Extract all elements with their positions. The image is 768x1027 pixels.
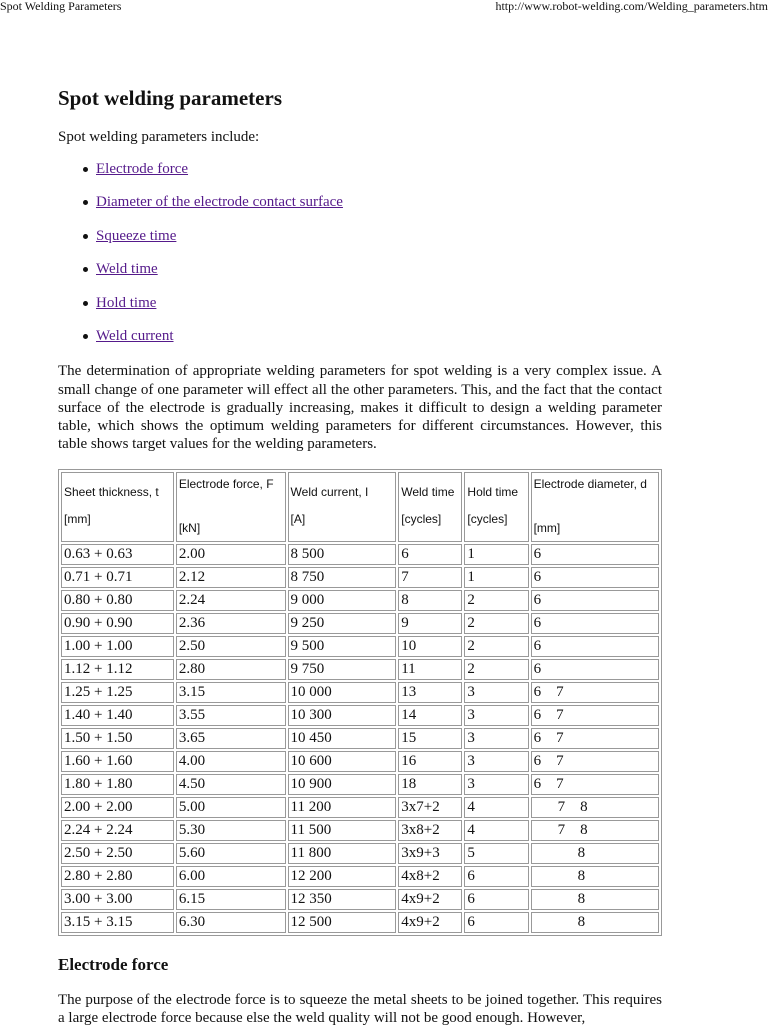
print-header	[0, 0, 768, 16]
cell-current: 9 500	[288, 636, 397, 657]
cell-diameter: 6 7	[531, 682, 659, 703]
header-electrode-diameter	[531, 472, 659, 542]
header-label: Electrode diameter, d	[533, 477, 647, 491]
cell-current: 12 500	[288, 912, 397, 933]
cell-diameter: 7 8	[531, 820, 659, 841]
cell-diameter: 8	[531, 843, 659, 864]
table-row	[61, 774, 659, 795]
cell-current: 9 250	[288, 613, 397, 634]
cell-current: 11 200	[288, 797, 397, 818]
link-squeeze-time[interactable]: Squeeze time	[96, 227, 177, 244]
cell-diameter: 6 7	[531, 728, 659, 749]
table-row	[61, 728, 659, 749]
cell-force: 3.15	[176, 682, 286, 703]
cell-weld-time: 14	[398, 705, 462, 726]
header-weld-current	[288, 472, 397, 542]
cell-force: 2.36	[176, 613, 286, 634]
cell-weld-time: 4x8+2	[398, 866, 462, 887]
cell-thickness: 1.25 + 1.25	[61, 682, 174, 703]
header-label: Hold time	[467, 485, 519, 499]
cell-force: 6.15	[176, 889, 286, 910]
cell-hold-time: 6	[464, 866, 528, 887]
cell-hold-time: 1	[464, 544, 528, 565]
cell-weld-time: 18	[398, 774, 462, 795]
cell-weld-time: 13	[398, 682, 462, 703]
table-row	[61, 659, 659, 680]
cell-diameter: 6 7	[531, 705, 659, 726]
cell-current: 10 300	[288, 705, 397, 726]
header-label: Weld time	[401, 485, 455, 499]
cell-thickness: 0.80 + 0.80	[61, 590, 174, 611]
description-paragraph: The determination of appropriate welding parameters for spot welding is a very complex issue. A small change of one parameter will effect all the other parameters. This, and the fact that the contact surface of the electrode is gradually increasing, makes it difficult to design a welding parameter table, which shows the optimum welding parameters for different circumstances. However, this table shows target values for the welding parameters.	[58, 363, 662, 453]
list-item	[96, 159, 662, 192]
cell-force: 2.00	[176, 544, 286, 565]
cell-diameter: 6	[531, 613, 659, 634]
cell-thickness: 1.40 + 1.40	[61, 705, 174, 726]
cell-diameter: 6	[531, 567, 659, 588]
cell-thickness: 0.63 + 0.63	[61, 544, 174, 565]
cell-current: 12 350	[288, 889, 397, 910]
list-item	[96, 259, 662, 292]
header-label: Sheet thickness, t	[64, 485, 159, 499]
cell-thickness: 2.80 + 2.80	[61, 866, 174, 887]
table-row	[61, 613, 659, 634]
cell-thickness: 3.15 + 3.15	[61, 912, 174, 933]
cell-weld-time: 3x9+3	[398, 843, 462, 864]
table-header-row	[61, 472, 659, 542]
header-unit: [mm]	[533, 521, 561, 535]
cell-force: 6.00	[176, 866, 286, 887]
cell-hold-time: 3	[464, 774, 528, 795]
cell-weld-time: 10	[398, 636, 462, 657]
cell-hold-time: 2	[464, 659, 528, 680]
cell-hold-time: 1	[464, 567, 528, 588]
cell-current: 11 500	[288, 820, 397, 841]
link-hold-time[interactable]: Hold time	[96, 294, 157, 311]
cell-force: 2.12	[176, 567, 286, 588]
cell-diameter: 6	[531, 659, 659, 680]
section-paragraph: The purpose of the electrode force is to squeeze the metal sheets to be joined together. This requires a large electrode force because else the weld quality will not be good enough. However,	[58, 992, 662, 1027]
table-row	[61, 866, 659, 887]
cell-hold-time: 5	[464, 843, 528, 864]
table-row	[61, 590, 659, 611]
cell-hold-time: 6	[464, 912, 528, 933]
cell-force: 4.50	[176, 774, 286, 795]
cell-hold-time: 3	[464, 751, 528, 772]
cell-diameter: 6	[531, 544, 659, 565]
cell-current: 12 200	[288, 866, 397, 887]
welding-parameter-table	[58, 469, 662, 936]
link-weld-current[interactable]: Weld current	[96, 327, 174, 344]
header-electrode-force	[176, 472, 286, 542]
print-header-url: http://www.robot-welding.com/Welding_parameters.htm	[495, 0, 768, 13]
cell-current: 11 800	[288, 843, 397, 864]
cell-thickness: 2.00 + 2.00	[61, 797, 174, 818]
header-unit: [kN]	[178, 521, 201, 535]
cell-thickness: 2.50 + 2.50	[61, 843, 174, 864]
cell-weld-time: 4x9+2	[398, 912, 462, 933]
cell-thickness: 0.71 + 0.71	[61, 567, 174, 588]
cell-force: 2.24	[176, 590, 286, 611]
cell-diameter: 6 7	[531, 751, 659, 772]
cell-diameter: 6	[531, 590, 659, 611]
table-row	[61, 843, 659, 864]
cell-force: 3.65	[176, 728, 286, 749]
cell-force: 6.30	[176, 912, 286, 933]
cell-thickness: 2.24 + 2.24	[61, 820, 174, 841]
table-row	[61, 751, 659, 772]
list-item	[96, 293, 662, 326]
cell-weld-time: 4x9+2	[398, 889, 462, 910]
cell-current: 9 000	[288, 590, 397, 611]
cell-weld-time: 11	[398, 659, 462, 680]
table-row	[61, 567, 659, 588]
article	[58, 84, 662, 453]
link-electrode-force[interactable]: Electrode force	[96, 161, 189, 177]
cell-hold-time: 4	[464, 820, 528, 841]
cell-weld-time: 8	[398, 590, 462, 611]
cell-hold-time: 2	[464, 613, 528, 634]
header-hold-time	[464, 472, 528, 542]
cell-current: 8 500	[288, 544, 397, 565]
cell-hold-time: 3	[464, 682, 528, 703]
cell-diameter: 8	[531, 912, 659, 933]
list-item	[96, 226, 662, 259]
section-heading-electrode-force: Electrode force	[58, 955, 169, 974]
cell-diameter: 7 8	[531, 797, 659, 818]
cell-current: 10 900	[288, 774, 397, 795]
cell-weld-time: 15	[398, 728, 462, 749]
page-title: Spot welding parameters	[58, 86, 282, 110]
cell-force: 2.50	[176, 636, 286, 657]
cell-force: 2.80	[176, 659, 286, 680]
cell-thickness: 1.80 + 1.80	[61, 774, 174, 795]
cell-weld-time: 3x7+2	[398, 797, 462, 818]
table-row	[61, 636, 659, 657]
cell-weld-time: 6	[398, 544, 462, 565]
cell-diameter: 8	[531, 866, 659, 887]
cell-hold-time: 2	[464, 590, 528, 611]
cell-hold-time: 4	[464, 797, 528, 818]
table-row	[61, 912, 659, 933]
cell-hold-time: 3	[464, 728, 528, 749]
table-row	[61, 889, 659, 910]
table-body	[61, 544, 659, 933]
cell-hold-time: 2	[464, 636, 528, 657]
cell-thickness: 1.12 + 1.12	[61, 659, 174, 680]
parameter-link-list	[58, 159, 662, 359]
cell-current: 10 000	[288, 682, 397, 703]
cell-force: 5.60	[176, 843, 286, 864]
intro-text: Spot welding parameters include:	[58, 129, 260, 145]
link-electrode-diameter[interactable]: Diameter of the electrode contact surface	[96, 194, 343, 211]
cell-force: 5.00	[176, 797, 286, 818]
cell-diameter: 6 7	[531, 774, 659, 795]
cell-hold-time: 6	[464, 889, 528, 910]
table-row	[61, 797, 659, 818]
cell-force: 4.00	[176, 751, 286, 772]
cell-diameter: 6	[531, 636, 659, 657]
table-row	[61, 820, 659, 841]
list-item	[96, 326, 662, 359]
cell-thickness: 1.50 + 1.50	[61, 728, 174, 749]
print-header-title: Spot Welding Parameters	[0, 0, 122, 13]
cell-current: 8 750	[288, 567, 397, 588]
cell-thickness: 0.90 + 0.90	[61, 613, 174, 634]
header-unit: [cycles]	[467, 512, 508, 526]
table-row	[61, 682, 659, 703]
cell-thickness: 3.00 + 3.00	[61, 889, 174, 910]
header-weld-time	[398, 472, 462, 542]
header-unit: [A]	[290, 512, 306, 526]
link-weld-time[interactable]: Weld time	[96, 261, 158, 278]
table-row	[61, 705, 659, 726]
cell-force: 3.55	[176, 705, 286, 726]
cell-thickness: 1.00 + 1.00	[61, 636, 174, 657]
table-row	[61, 544, 659, 565]
header-unit: [cycles]	[401, 512, 442, 526]
cell-weld-time: 3x8+2	[398, 820, 462, 841]
cell-current: 9 750	[288, 659, 397, 680]
cell-weld-time: 16	[398, 751, 462, 772]
cell-weld-time: 7	[398, 567, 462, 588]
cell-thickness: 1.60 + 1.60	[61, 751, 174, 772]
list-item	[96, 192, 662, 225]
header-label: Electrode force, F	[178, 477, 274, 491]
cell-force: 5.30	[176, 820, 286, 841]
cell-diameter: 8	[531, 889, 659, 910]
cell-current: 10 450	[288, 728, 397, 749]
header-label: Weld current, I	[290, 485, 369, 499]
cell-hold-time: 3	[464, 705, 528, 726]
cell-weld-time: 9	[398, 613, 462, 634]
cell-current: 10 600	[288, 751, 397, 772]
header-sheet-thickness	[61, 472, 174, 542]
header-unit: [mm]	[64, 512, 91, 526]
